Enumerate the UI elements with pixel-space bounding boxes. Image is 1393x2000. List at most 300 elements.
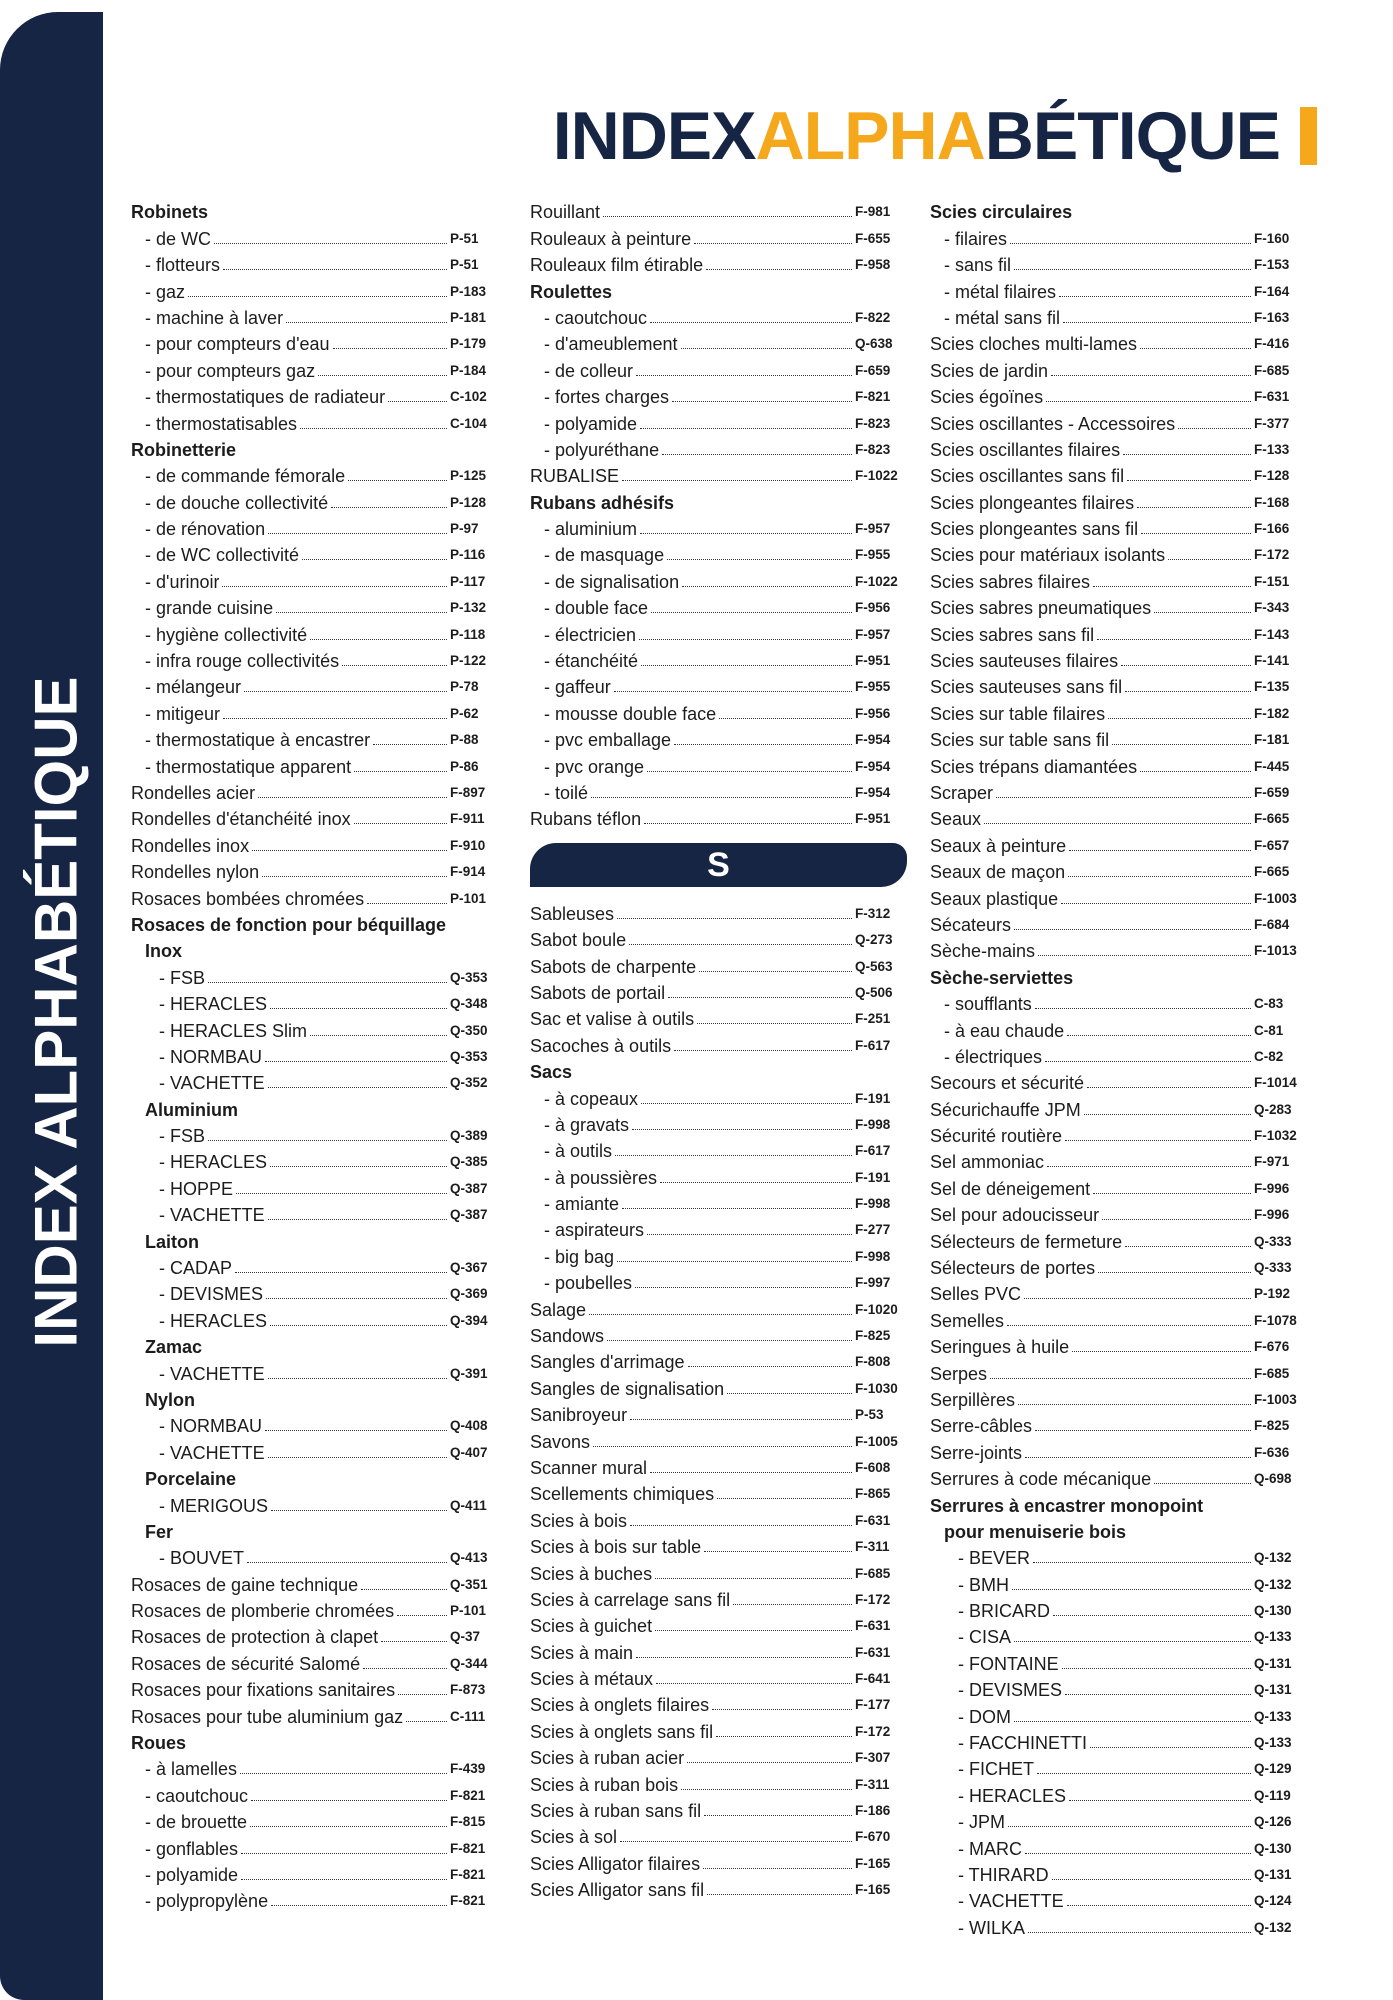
page-reference: F-1022 xyxy=(855,573,898,589)
index-entry xyxy=(131,1199,502,1225)
page-reference: P-62 xyxy=(450,705,479,721)
dot-leader xyxy=(615,1155,852,1156)
entry-label: Rondelles d'étanchéité inox xyxy=(131,809,351,830)
dot-leader xyxy=(354,771,447,772)
entry-label: Scies sabres sans fil xyxy=(930,624,1095,645)
index-entry xyxy=(930,1647,1306,1673)
index-entry xyxy=(131,513,502,539)
page-reference: Q-131 xyxy=(1254,1655,1292,1671)
page-reference: F-135 xyxy=(1254,679,1290,695)
page-reference: F-823 xyxy=(855,415,891,431)
entry-label: Scies à carrelage sans fil xyxy=(530,1589,731,1610)
page-reference: Q-283 xyxy=(1254,1101,1292,1117)
page-reference: Q-385 xyxy=(450,1154,488,1170)
dot-leader xyxy=(1063,322,1251,323)
index-heading: Rubans adhésifs xyxy=(530,492,675,513)
page-reference: F-1014 xyxy=(1254,1075,1297,1091)
dot-leader xyxy=(262,876,447,877)
index-entry xyxy=(530,1584,907,1610)
dot-leader xyxy=(617,1261,852,1262)
page-reference: F-821 xyxy=(450,1787,486,1803)
page-reference: F-997 xyxy=(855,1275,891,1291)
entry-label: Sel de déneigement xyxy=(930,1178,1091,1199)
dot-leader xyxy=(1123,454,1251,455)
index-entry xyxy=(530,354,907,380)
index-entry xyxy=(131,645,502,671)
index-heading: Sèche-serviettes xyxy=(930,967,1074,988)
entry-label: - gaz xyxy=(145,281,186,302)
entry-label: Rosaces pour fixations sanitaires xyxy=(131,1680,396,1701)
index-entry xyxy=(131,328,502,354)
entry-label: Seaux à peinture xyxy=(930,835,1067,856)
index-entry xyxy=(530,513,907,539)
index-entry xyxy=(930,1542,1306,1568)
dot-leader xyxy=(674,744,852,745)
index-entry xyxy=(530,977,907,1003)
dot-leader xyxy=(271,1905,447,1906)
entry-label: Sélecteurs de portes xyxy=(930,1258,1096,1279)
page-reference: Q-344 xyxy=(450,1655,488,1671)
entry-label: - caoutchouc xyxy=(145,1785,249,1806)
dot-leader xyxy=(1108,718,1251,719)
dot-leader xyxy=(593,1446,852,1447)
index-entry xyxy=(131,222,502,248)
dot-leader xyxy=(1140,348,1251,349)
entry-label: Rosaces pour tube aluminium gaz xyxy=(131,1706,404,1727)
page-reference: P-97 xyxy=(450,521,479,537)
dot-leader xyxy=(1068,876,1251,877)
page-reference: F-1003 xyxy=(1254,890,1297,906)
page-reference: P-53 xyxy=(855,1407,884,1423)
page-reference: F-955 xyxy=(855,679,891,695)
entry-label: - thermostatique à encastrer xyxy=(145,730,371,751)
dot-leader xyxy=(1121,665,1251,666)
page-reference: Q-353 xyxy=(450,969,488,985)
index-entry xyxy=(131,1304,502,1330)
index-entry xyxy=(930,1357,1306,1383)
page-reference: F-133 xyxy=(1254,441,1290,457)
page-reference: F-659 xyxy=(1254,784,1290,800)
index-entry xyxy=(930,1225,1306,1251)
page-reference: Q-130 xyxy=(1254,1603,1292,1619)
entry-label: Serre-câbles xyxy=(930,1416,1033,1437)
entry-label: - pvc emballage xyxy=(544,730,672,751)
page-reference: F-910 xyxy=(450,837,486,853)
dot-leader xyxy=(617,918,852,919)
index-entry xyxy=(530,196,907,222)
dot-leader xyxy=(1125,691,1251,692)
index-entry xyxy=(530,1478,907,1504)
index-entry xyxy=(930,1278,1306,1304)
page-reference: Q-367 xyxy=(450,1260,488,1276)
page-reference: F-416 xyxy=(1254,336,1290,352)
index-heading: Roulettes xyxy=(530,281,613,302)
entry-label: - à lamelles xyxy=(145,1759,238,1780)
entry-label: - de WC collectivité xyxy=(145,545,300,566)
page-reference: P-192 xyxy=(1254,1286,1291,1302)
entry-label: Scies égoïnes xyxy=(930,387,1044,408)
entry-label: Scies à ruban sans fil xyxy=(530,1801,702,1822)
page-reference: F-1005 xyxy=(855,1433,898,1449)
entry-label: Scies à onglets filaires xyxy=(530,1695,710,1716)
dot-leader xyxy=(1065,1694,1251,1695)
dot-leader xyxy=(996,797,1251,798)
page-reference: F-971 xyxy=(1254,1154,1290,1170)
dot-leader xyxy=(681,1789,852,1790)
page-reference: F-165 xyxy=(855,1882,891,1898)
page-reference: Q-119 xyxy=(1254,1787,1291,1803)
entry-label: Scies pour matériaux isolants xyxy=(930,545,1166,566)
index-entry xyxy=(530,724,907,750)
dot-leader xyxy=(333,348,447,349)
entry-label: Sel ammoniac xyxy=(930,1152,1045,1173)
index-entry xyxy=(530,565,907,591)
page-reference: F-181 xyxy=(1254,732,1290,748)
dot-leader xyxy=(660,1182,852,1183)
index-entry xyxy=(131,1252,502,1278)
page-reference: Q-37 xyxy=(450,1629,481,1645)
page-reference: F-191 xyxy=(855,1169,891,1185)
entry-label: Sanibroyeur xyxy=(530,1405,628,1426)
index-entry xyxy=(530,1768,907,1794)
dot-leader xyxy=(236,1193,447,1194)
dot-leader xyxy=(268,533,447,534)
dot-leader xyxy=(1084,1114,1251,1115)
page-reference: F-277 xyxy=(855,1222,891,1238)
index-entry xyxy=(530,1399,907,1425)
dot-leader xyxy=(706,269,852,270)
entry-label: - VACHETTE xyxy=(958,1891,1064,1912)
index-entry xyxy=(530,1742,907,1768)
dot-leader xyxy=(716,1736,852,1737)
entry-label: - de WC xyxy=(145,228,212,249)
index-entry xyxy=(530,328,907,354)
dot-leader xyxy=(1035,1008,1251,1009)
entry-label: Seringues à huile xyxy=(930,1337,1070,1358)
page-reference: F-312 xyxy=(855,905,891,921)
dot-leader xyxy=(367,903,447,904)
entry-label: Scies à onglets sans fil xyxy=(530,1721,714,1742)
entry-label: - machine à laver xyxy=(145,307,284,328)
entry-label: Seaux xyxy=(930,809,982,830)
page-reference: F-958 xyxy=(855,257,891,273)
entry-label: Scies à ruban bois xyxy=(530,1774,679,1795)
entry-label: - WILKA xyxy=(958,1917,1026,1938)
page-reference: F-955 xyxy=(855,547,891,563)
page-reference: F-951 xyxy=(855,653,891,669)
dot-leader xyxy=(640,533,852,534)
page-reference: Q-132 xyxy=(1254,1576,1292,1592)
dot-leader xyxy=(1072,1351,1251,1352)
dot-leader xyxy=(1178,428,1251,429)
entry-label: Sangles de signalisation xyxy=(530,1378,725,1399)
index-entry xyxy=(131,1357,502,1383)
index-entry xyxy=(930,1779,1306,1805)
page-reference: F-1078 xyxy=(1254,1312,1297,1328)
index-entry xyxy=(131,1410,502,1436)
entry-label: Sabots de charpente xyxy=(530,956,697,977)
index-entry xyxy=(131,381,502,407)
entry-label: Scies sur table sans fil xyxy=(930,730,1110,751)
page-reference: Q-387 xyxy=(450,1207,488,1223)
entry-label: - MERIGOUS xyxy=(159,1495,269,1516)
index-entry xyxy=(530,460,907,486)
page-reference: Q-369 xyxy=(450,1286,488,1302)
page-reference: F-815 xyxy=(450,1814,486,1830)
dot-leader xyxy=(630,1419,852,1420)
index-entry xyxy=(930,777,1306,803)
index-entry xyxy=(930,1727,1306,1753)
dot-leader xyxy=(1014,1721,1251,1722)
entry-label: - HERACLES xyxy=(958,1785,1067,1806)
page-reference: F-956 xyxy=(855,705,891,721)
entry-label: Scies à bois xyxy=(530,1510,628,1531)
page-reference: Q-411 xyxy=(450,1497,487,1513)
dot-leader xyxy=(265,1061,447,1062)
index-entry xyxy=(131,1647,502,1673)
page-reference: F-808 xyxy=(855,1354,891,1370)
page-reference: Q-563 xyxy=(855,958,893,974)
index-entry xyxy=(131,1859,502,1885)
entry-label: - VACHETTE xyxy=(159,1205,265,1226)
page-reference: F-954 xyxy=(855,732,891,748)
entry-label: - filaires xyxy=(944,228,1008,249)
entry-label: - de douche collectivité xyxy=(145,492,329,513)
dot-leader xyxy=(1035,1430,1251,1431)
page-reference: P-118 xyxy=(450,626,486,642)
entry-label: - VACHETTE xyxy=(159,1363,265,1384)
index-entry xyxy=(530,1320,907,1346)
index-entry xyxy=(530,302,907,328)
index-entry xyxy=(930,1885,1306,1911)
page-reference: F-685 xyxy=(1254,362,1290,378)
index-entry xyxy=(930,434,1306,460)
dot-leader xyxy=(1069,1800,1251,1801)
entry-label: Scraper xyxy=(930,782,994,803)
index-entry xyxy=(530,249,907,275)
entry-label: - BRICARD xyxy=(958,1601,1051,1622)
index-entry xyxy=(131,460,502,486)
page-reference: Q-506 xyxy=(855,984,893,1000)
index-entry xyxy=(930,1859,1306,1885)
page-reference: Q-273 xyxy=(855,932,893,948)
index-entry xyxy=(131,750,502,776)
index-entry xyxy=(131,1120,502,1146)
index-entry xyxy=(930,381,1306,407)
page-reference: C-81 xyxy=(1254,1022,1284,1038)
index-entry xyxy=(131,777,502,803)
index-entry xyxy=(530,1531,907,1557)
entry-label: Seaux plastique xyxy=(930,888,1059,909)
entry-label: Scanner mural xyxy=(530,1457,648,1478)
entry-label: Scies plongeantes sans fil xyxy=(930,519,1139,540)
page-reference: Q-131 xyxy=(1254,1867,1292,1882)
dot-leader xyxy=(1047,1166,1251,1167)
index-entry xyxy=(131,1278,502,1304)
dot-leader xyxy=(629,944,852,945)
dot-leader xyxy=(622,480,852,481)
index-entry xyxy=(930,1199,1306,1225)
index-entry xyxy=(930,539,1306,565)
index-entry xyxy=(930,565,1306,591)
index-entry xyxy=(530,1636,907,1662)
dot-leader xyxy=(276,612,447,613)
index-entry xyxy=(530,1663,907,1689)
entry-label: - de rénovation xyxy=(145,519,266,540)
dot-leader xyxy=(1090,1747,1251,1748)
index-entry xyxy=(131,1832,502,1858)
dot-leader xyxy=(703,1868,852,1869)
page-reference: F-1020 xyxy=(855,1301,898,1317)
entry-label: Scies à bois sur table xyxy=(530,1537,702,1558)
index-entry xyxy=(930,750,1306,776)
side-title: INDEX ALPHABÉTIQUE xyxy=(22,676,90,1348)
dot-leader xyxy=(1140,771,1251,772)
page-reference: F-641 xyxy=(855,1671,891,1687)
index-entry xyxy=(930,513,1306,539)
index-entry xyxy=(930,302,1306,328)
index-entry xyxy=(530,803,907,829)
page-reference: F-251 xyxy=(855,1011,891,1027)
index-entry xyxy=(131,1806,502,1832)
entry-label: Rosaces de protection à clapet xyxy=(131,1627,379,1648)
index-entry xyxy=(530,592,907,618)
dot-leader xyxy=(1067,1905,1251,1906)
index-entry xyxy=(930,1252,1306,1278)
dot-leader xyxy=(1024,1298,1251,1299)
dot-leader xyxy=(984,823,1251,824)
dot-leader xyxy=(620,1841,852,1842)
index-entry xyxy=(530,1610,907,1636)
dot-leader xyxy=(688,1366,852,1367)
index-entry xyxy=(530,1240,907,1266)
index-entry xyxy=(530,1821,907,1847)
page-reference: P-88 xyxy=(450,732,479,748)
entry-label: Sélecteurs de fermeture xyxy=(930,1231,1123,1252)
page-reference: F-821 xyxy=(855,389,891,405)
entry-label: Scies sabres filaires xyxy=(930,571,1091,592)
dot-leader xyxy=(712,1709,852,1710)
index-entry xyxy=(131,961,502,987)
entry-label: - big bag xyxy=(544,1246,615,1267)
entry-label: Sandows xyxy=(530,1326,605,1347)
index-entry xyxy=(530,1135,907,1161)
index-entry xyxy=(530,434,907,460)
entry-label: Rondelles nylon xyxy=(131,862,260,883)
entry-label: - poubelles xyxy=(544,1273,633,1294)
dot-leader xyxy=(318,375,447,376)
index-entry xyxy=(930,1806,1306,1832)
page-reference: F-186 xyxy=(855,1803,891,1819)
dot-leader xyxy=(1093,586,1251,587)
entry-label: Scies à buches xyxy=(530,1563,653,1584)
entry-label: Rubans téflon xyxy=(530,809,642,830)
index-entry xyxy=(530,1715,907,1741)
dot-leader xyxy=(310,639,447,640)
entry-label: - double face xyxy=(544,598,649,619)
entry-label: Semelles xyxy=(930,1310,1005,1331)
index-entry xyxy=(930,407,1306,433)
dot-leader xyxy=(1154,612,1251,613)
entry-label: - FONTAINE xyxy=(958,1653,1059,1674)
entry-label: - THIRARD xyxy=(958,1865,1049,1885)
index-entry xyxy=(131,1885,502,1911)
page-reference: F-164 xyxy=(1254,283,1290,299)
index-entry xyxy=(530,1267,907,1293)
dot-leader xyxy=(682,586,852,587)
dot-leader xyxy=(1059,296,1251,297)
dot-leader xyxy=(1069,850,1251,851)
page-reference: Q-391 xyxy=(450,1365,488,1381)
dot-leader xyxy=(251,1800,447,1801)
page-reference: F-168 xyxy=(1254,494,1290,510)
entry-label: - FSB xyxy=(159,1126,206,1147)
dot-leader xyxy=(348,480,447,481)
entry-label: Sacoches à outils xyxy=(530,1035,672,1056)
dot-leader xyxy=(589,1314,852,1315)
dot-leader xyxy=(667,559,852,560)
page-reference: F-665 xyxy=(1254,811,1290,827)
entry-label: - BEVER xyxy=(958,1548,1031,1569)
dot-leader xyxy=(1141,533,1251,534)
entry-label: - à eau chaude xyxy=(944,1020,1065,1041)
page-reference: F-1032 xyxy=(1254,1128,1297,1144)
dot-leader xyxy=(373,744,447,745)
index-entry xyxy=(131,1146,502,1172)
page-reference: F-957 xyxy=(855,626,891,642)
dot-leader xyxy=(214,243,447,244)
page-reference: F-1003 xyxy=(1254,1391,1297,1407)
page-reference: P-179 xyxy=(450,336,487,352)
page-reference: Q-333 xyxy=(1254,1233,1292,1249)
dot-leader xyxy=(265,1430,447,1431)
dot-leader xyxy=(636,375,852,376)
page-reference: Q-132 xyxy=(1254,1550,1292,1566)
page-reference: F-914 xyxy=(450,864,486,880)
index-entry xyxy=(930,1700,1306,1726)
dot-leader xyxy=(632,1129,852,1130)
page-reference: F-617 xyxy=(855,1143,891,1159)
index-entry xyxy=(131,882,502,908)
page-reference: F-172 xyxy=(1254,547,1290,563)
dot-leader xyxy=(1067,1035,1251,1036)
page-reference: F-377 xyxy=(1254,415,1290,431)
dot-leader xyxy=(607,1340,852,1341)
index-column-3 xyxy=(930,196,1306,1938)
entry-label: - d'ameublement xyxy=(544,334,678,355)
dot-leader xyxy=(650,1472,852,1473)
dot-leader xyxy=(1137,507,1251,508)
dot-leader xyxy=(1025,1853,1251,1854)
entry-label: - HOPPE xyxy=(159,1178,234,1199)
page-reference: F-631 xyxy=(855,1512,891,1528)
index-entry xyxy=(930,1093,1306,1119)
dot-leader xyxy=(1025,1457,1251,1458)
title-part-2: ALPHA xyxy=(755,98,985,174)
index-entry xyxy=(530,539,907,565)
index-entry xyxy=(930,1067,1306,1093)
index-entry xyxy=(530,1109,907,1135)
entry-label: - hygiène collectivité xyxy=(145,624,308,645)
dot-leader xyxy=(1007,1325,1251,1326)
index-entry xyxy=(131,1568,502,1594)
entry-label: - polypropylène xyxy=(145,1891,269,1912)
dot-leader xyxy=(250,1826,447,1827)
dot-leader xyxy=(270,1325,447,1326)
entry-label: - polyuréthane xyxy=(544,439,660,460)
entry-label: Scies à métaux xyxy=(530,1669,654,1690)
dot-leader xyxy=(1053,1615,1251,1616)
